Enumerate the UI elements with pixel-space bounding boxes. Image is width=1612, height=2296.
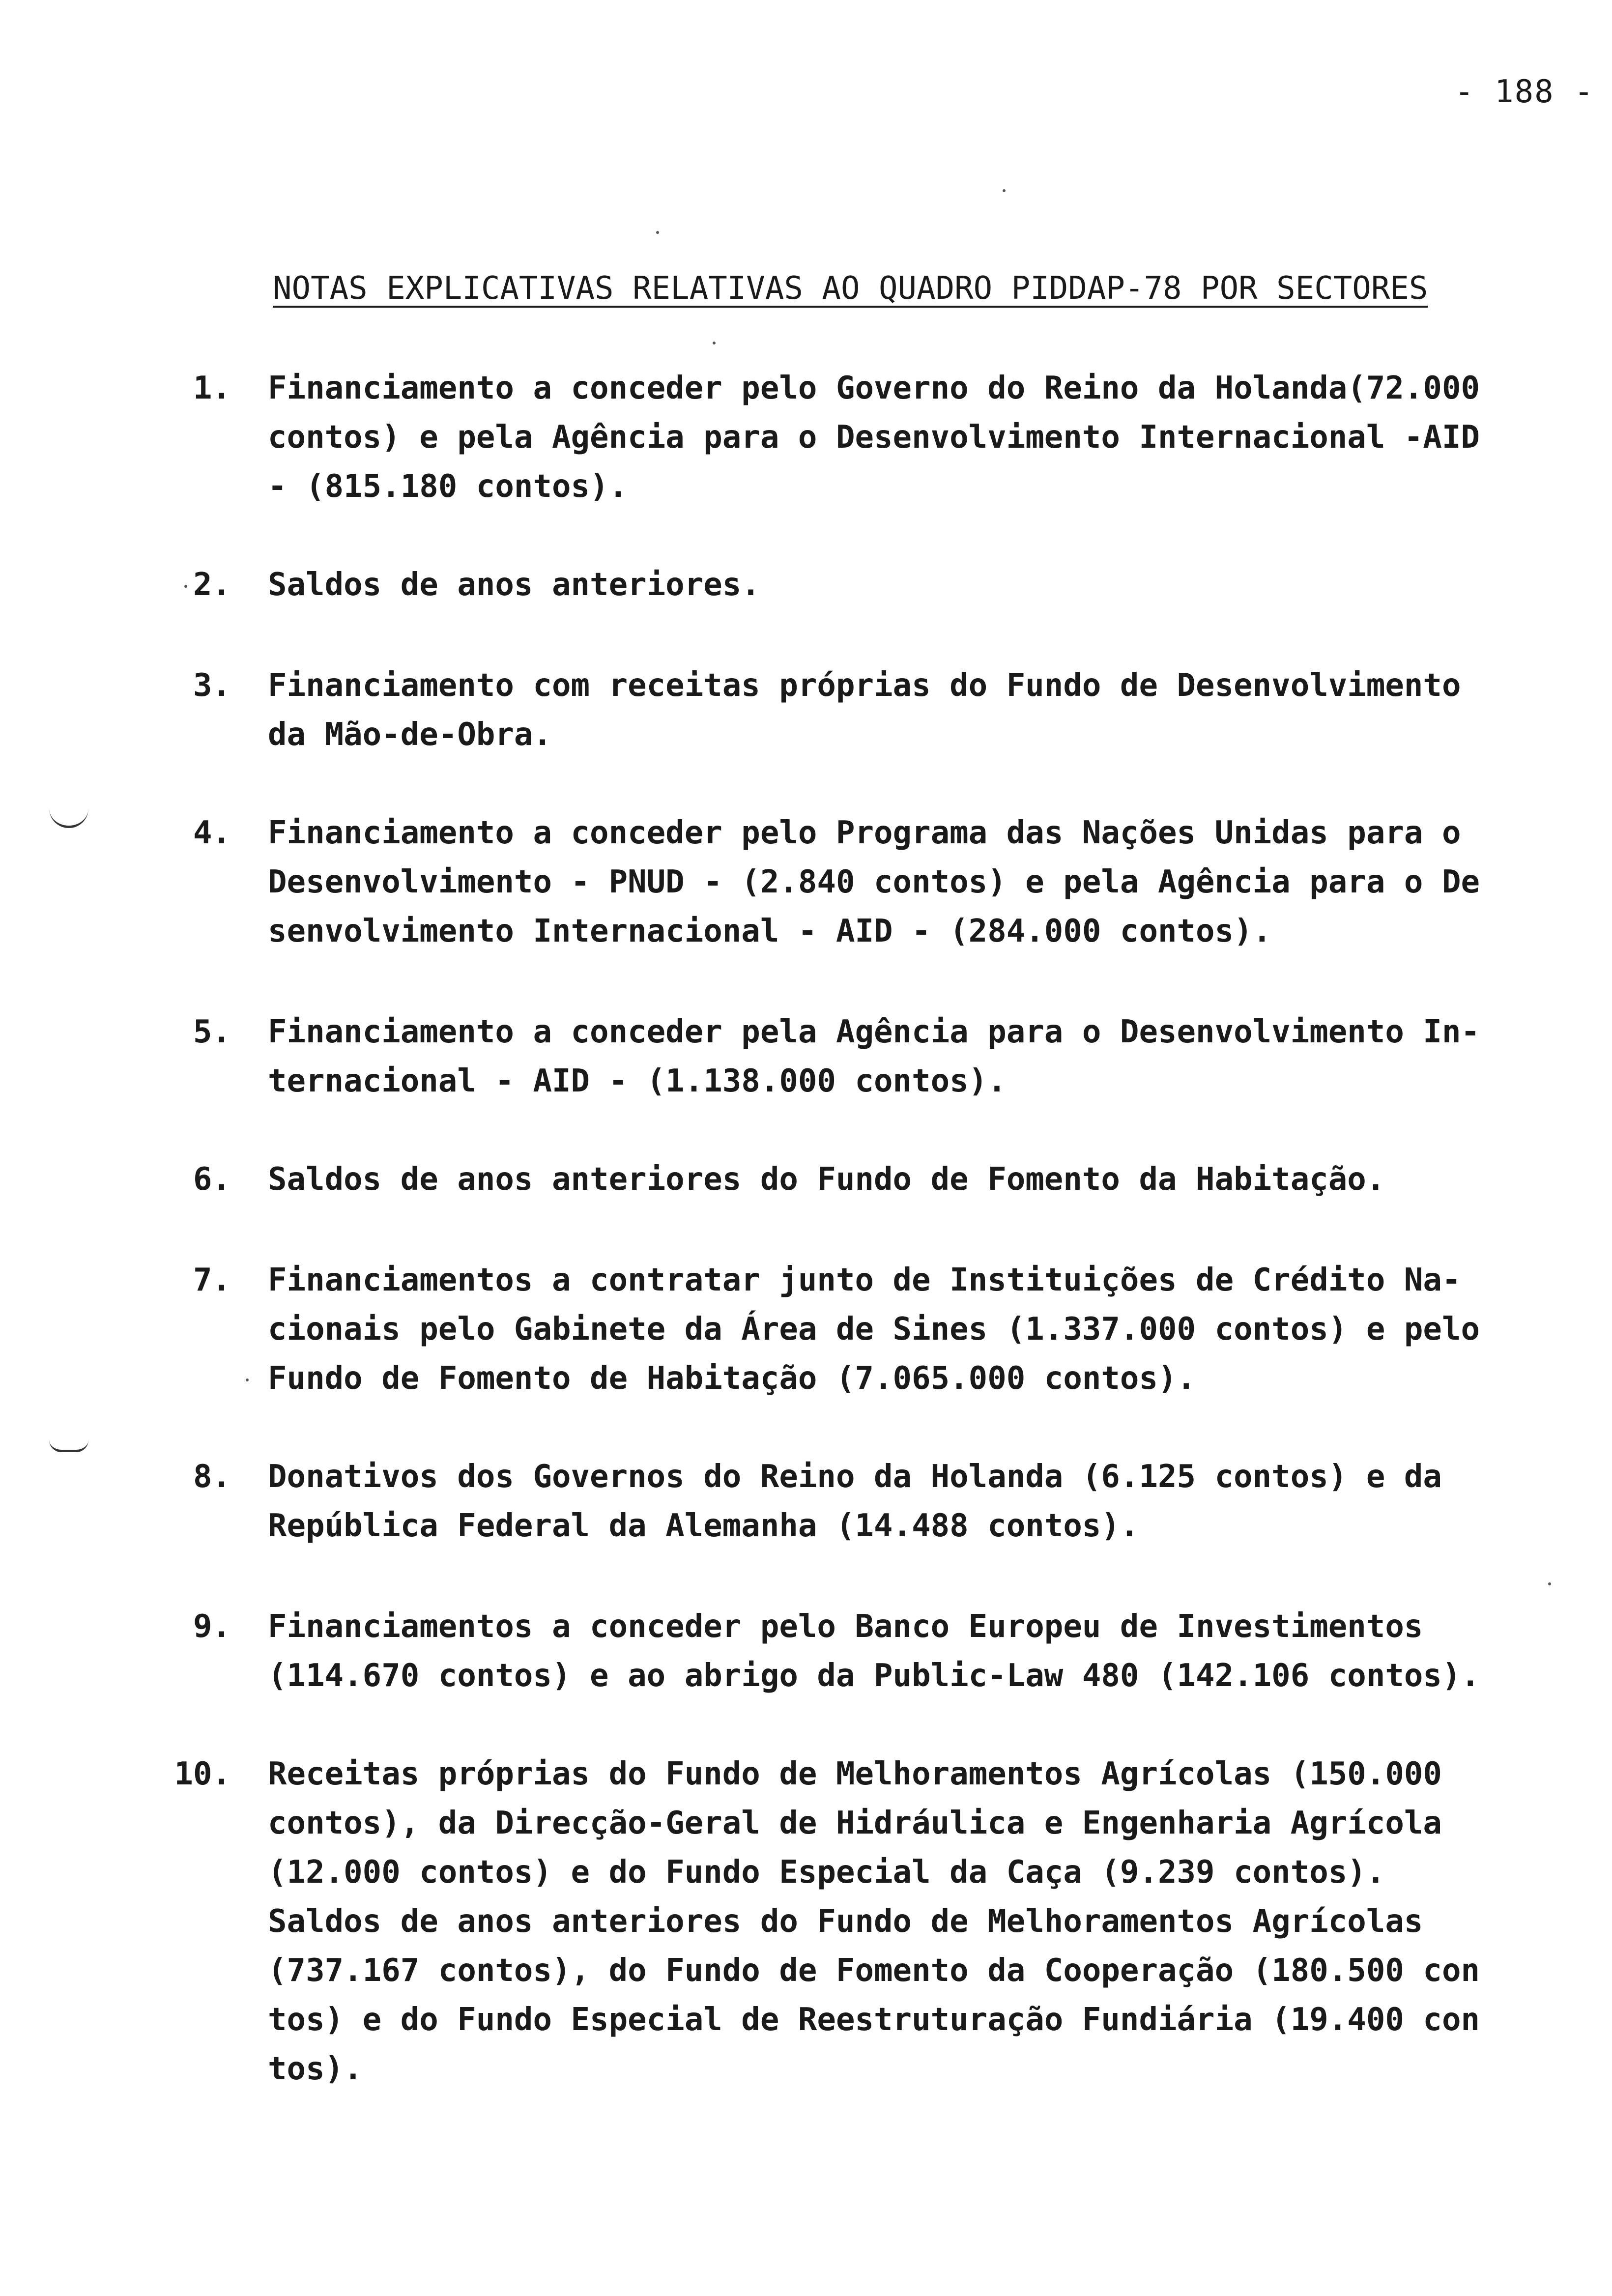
note-text [268, 808, 1565, 956]
note-line: (737.167 contos), do Fundo de Fomento da Cooperação (180.500 con [268, 1952, 1480, 1989]
note-line: ternacional - AID - (1.138.000 contos). [268, 1063, 1007, 1099]
note-line: Donativos dos Governos do Reino da Holanda (6.125 contos) e da [268, 1459, 1442, 1495]
note-text [268, 1256, 1565, 1403]
scan-speck [246, 1378, 249, 1381]
note-line: Saldos de anos anteriores. [268, 567, 760, 603]
note-text [268, 1602, 1565, 1700]
note-line: contos), da Direcção-Geral de Hidráulica e Engenharia Agrícola [268, 1805, 1442, 1841]
note-number: 2. [193, 567, 231, 603]
note-line: cionais pelo Gabinete da Área de Sines (1.337.000 contos) e pelo [268, 1311, 1480, 1348]
note-number: 1. [193, 370, 231, 406]
note-text [268, 1007, 1565, 1106]
page-title: NOTAS EXPLICATIVAS RELATIVAS AO QUADRO PIDDAP-78 POR SECTORES [273, 270, 1428, 307]
note-text [268, 1155, 1565, 1204]
note-line: contos) e pela Agência para o Desenvolvimento Internacional -AID [268, 419, 1480, 456]
note-line: Financiamento a conceder pelo Governo do Reino da Holanda(72.000 [268, 370, 1480, 406]
note-number: 4. [193, 815, 231, 851]
note-line: tos) e do Fundo Especial de Reestruturação Fundiária (19.400 con [268, 2002, 1480, 2038]
note-line: Fundo de Fomento de Habitação (7.065.000 contos). [268, 1360, 1196, 1397]
note-number: 7. [193, 1262, 231, 1298]
note-number: 3. [193, 667, 231, 704]
note-line: Saldos de anos anteriores do Fundo de Melhoramentos Agrícolas [268, 1903, 1423, 1940]
note-text [268, 1452, 1565, 1550]
note-line: Receitas próprias do Fundo de Melhoramentos Agrícolas (150.000 [268, 1756, 1442, 1792]
note-line: Desenvolvimento - PNUD - (2.840 contos) e pela Agência para o De [268, 864, 1480, 900]
note-number: 6. [193, 1161, 231, 1198]
note-text [268, 1750, 1565, 2094]
note-line: Financiamento a conceder pela Agência para o Desenvolvimento In- [268, 1014, 1480, 1050]
note-line: (12.000 contos) e do Fundo Especial da Caça (9.239 contos). [268, 1854, 1385, 1891]
note-line: República Federal da Alemanha (14.488 contos). [268, 1508, 1139, 1544]
note-line: Saldos de anos anteriores do Fundo de Fomento da Habitação. [268, 1161, 1385, 1198]
note-number: 9. [193, 1608, 231, 1645]
note-line: Financiamentos a conceder pelo Banco Europeu de Investimentos [268, 1608, 1423, 1645]
scan-speck [1003, 189, 1006, 192]
note-line: Financiamentos a contratar junto de Instituições de Crédito Na- [268, 1262, 1461, 1298]
note-line: Financiamento a conceder pelo Programa das Nações Unidas para o [268, 815, 1461, 851]
note-number: 5. [193, 1014, 231, 1050]
note-text [268, 560, 1565, 609]
note-line: da Mão-de-Obra. [268, 717, 552, 753]
note-text [268, 364, 1565, 511]
note-line: (114.670 contos) e ao abrigo da Public-Law 480 (142.106 contos). [268, 1658, 1480, 1694]
scan-speck [1548, 1582, 1551, 1585]
scan-speck [656, 231, 659, 234]
note-line: senvolvimento Internacional - AID - (284.000 contos). [268, 913, 1272, 949]
scan-speck [713, 342, 716, 344]
page-number: - 188 - [1455, 74, 1594, 110]
note-line: tos). [268, 2051, 363, 2087]
note-line: - (815.180 contos). [268, 468, 628, 505]
note-text [268, 661, 1565, 759]
scan-speck [184, 585, 187, 588]
note-number: 10. [174, 1756, 231, 1792]
note-line: Financiamento com receitas próprias do Fundo de Desenvolvimento [268, 667, 1461, 704]
margin-mark [49, 1440, 88, 1452]
note-number: 8. [193, 1459, 231, 1495]
